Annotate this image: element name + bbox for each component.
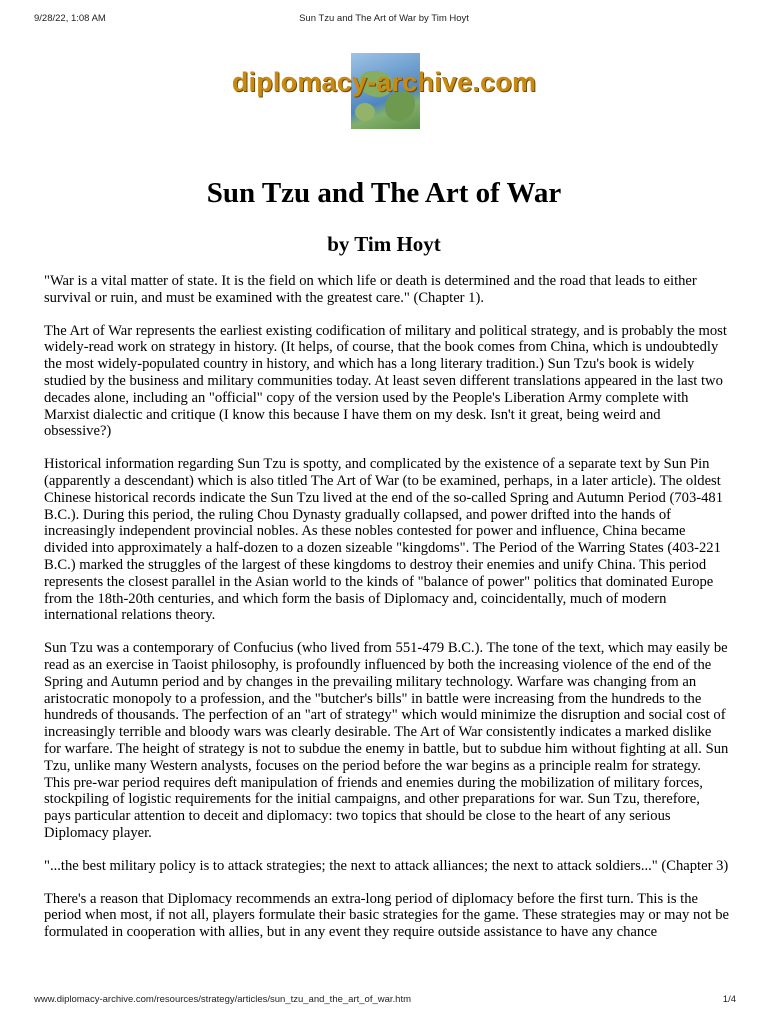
article-body <box>44 273 730 957</box>
article-title: Sun Tzu and The Art of War <box>206 177 562 209</box>
article-byline: by Tim Hoyt <box>327 232 441 256</box>
article-paragraph: Historical information regarding Sun Tzu is spotty, and complicated by the existence of a separate text by Sun Pin (apparently a descendant) which is also titled The Art of War (to be examined, perhaps, in a later article). The oldest Chinese historical records indicate the Sun Tzu lived at the end of the so-called Spring and Autumn Period (703-481 B.C.). During this period, the ruling Chou Dynasty gradually collapsed, and power drifted into the hands of increasingly independent provincial nobles. As these nobles contested for power and influence, China became divided into approximately a half-dozen to a dozen sizeable "kingdoms". The Period of the Warring States (403-221 B.C.) marked the struggles of the largest of these kingdoms to destroy their enemies and unify China. This period represents the closest parallel in the Asian world to the kinds of "balance of power" politics that dominated Europe from the 18th-20th centuries, and which form the basis of Diplomacy and, coincidentally, much of modern international relations theory. <box>44 456 723 624</box>
print-footer <box>0 994 768 1008</box>
print-url: www.diplomacy-archive.com/resources/strategy/articles/sun_tzu_and_the_art_of_war.htm <box>34 994 412 1005</box>
site-logo-text: diplomacy-archive.com <box>231 67 537 97</box>
article-paragraph: The Art of War represents the earliest existing codification of military and political strategy, and is probably the most widely-read work on strategy in history. (It helps, of course, that the book comes from China, which is undoubtedly the most widely-populated country in history, and which has a long literary tradition.) Sun Tzu's book is widely studied by the business and military communities today. At least seven different translations appeared in the last two decades alone, including an "official" copy of the version used by the People's Liberation Army complete with Marxist dialectic and critique (I know this because I have them on my desk. Isn't it great, being weird and obsessive?) <box>44 322 727 440</box>
page-number: 1/4 <box>722 994 736 1005</box>
site-logo[interactable] <box>0 53 768 131</box>
article-paragraph: "War is a vital matter of state. It is the field on which life or death is determined and the road that leads to either survival or ruin, and must be examined with the greatest care." (Chapter 1). <box>44 273 697 306</box>
print-page-title: Sun Tzu and The Art of War by Tim Hoyt <box>299 13 469 24</box>
article-paragraph: There's a reason that Diplomacy recommends an extra-long period of diplomacy before the first turn. This is the period when most, if not all, players formulate their basic strategies for the game. These strategies may or may not be formulated in cooperation with allies, but in any event they require outside assistance to have any chance <box>44 890 730 941</box>
article-paragraph: "...the best military policy is to attack strategies; the next to attack alliances; the next to attack soldiers..." (Chapter 3) <box>44 857 729 874</box>
article-paragraph: Sun Tzu was a contemporary of Confucius (who lived from 551-479 B.C.). The tone of the text, which may easily be read as an exercise in Taoist philosophy, is profoundly influenced by both the increasing violence of the end of the Spring and Autumn period and by changes in the prevailing military technology. Warfare was changing from an aristocratic monopoly to a profession, and the "butcher's bills" in battle were increasing from the hundreds to the hundreds of thousands. The perfection of an "art of strategy" which would minimize the disruption and social cost of increasingly terrible and bloody wars was clearly desirable. The Art of War consistently indicates a marked dislike for warfare. The height of strategy is not to subdue the enemy in battle, but to subdue him without fighting at all. Sun Tzu, unlike many Western analysts, focuses on the period before the war begins as a principle realm for strategy. This pre-war period requires deft manipulation of friends and enemies during the mobilization of military forces, stockpiling of logistic requirements for the initial campaigns, and other preparations for war. Sun Tzu, therefore, pays particular attention to deceit and diplomacy: two topics that should be close to the heart of any serious Diplomacy player. <box>44 640 729 841</box>
print-header <box>0 13 768 27</box>
print-datetime: 9/28/22, 1:08 AM <box>34 13 106 24</box>
